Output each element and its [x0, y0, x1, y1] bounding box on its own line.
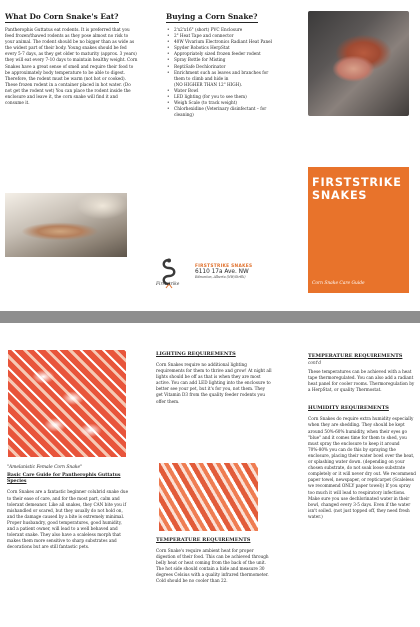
- column-intro: [5, 323, 135, 627]
- temperature-continued-body: These temperatures can be achieved with a heat tape thermoregulated. You can also add a radiant heat panel for cooler rooms. Thermoregulation by a HerpStat, or quality Thermostat.: [308, 369, 415, 393]
- brochure-page-inside: [0, 323, 420, 627]
- brochure-page-outside: [0, 0, 420, 311]
- lighting-body: Corn Snakes require no additional lighting requirements for them to thrive and grow! At night all lights should be off as that is when they are most active. You can add LED lighting into the enclosure to better see your pet, but it's for you, not them. They get Vitamin D3 from the quality feeder rodents you offer them.: [156, 362, 272, 404]
- snake-in-hand-photo: [308, 11, 409, 116]
- amelanistic-corn-snake-photo: [8, 350, 126, 457]
- continued-label: cont'd: [308, 360, 322, 365]
- supply-list-item: • 2'x2'x16" (short) PVC Enclosure: [167, 27, 243, 32]
- supply-list-item: • Enrichment such as leaves and branches for them to climb and hide in: [167, 69, 269, 81]
- lighting-heading: LIGHTING REQUIREMENTS: [156, 351, 236, 357]
- basic-care-body: Corn Snakes are a fantastic beginner colubrid snake due to their ease of care, and for the most part, calm and tolerant demeanor. Like all snakes, they CAN bite you if mishandled or scared, but they usually do not hold on, and the damage caused by a bite is extremely minimal. Proper husbandry, good temperatures, good humidity, and a patient owner, will lead to a well behaved and tolerant snake. They also have a scaleless morph that makes them more sensitive to sharp substrates and decorations but are still fantastic pets.: [7, 489, 129, 550]
- temperature-heading: TEMPERATURE REQUIREMENTS: [156, 537, 251, 543]
- buying-heading: Buying a Corn Snake?: [166, 12, 258, 21]
- cover-subtitle: Corn Snake Care Guide: [312, 281, 365, 286]
- supply-list-item: • Chlorhexidine (Veterinary disinfectant – for cleaning): [167, 106, 267, 118]
- business-city: Edmonton, Alberta (NW/Strtlk): [195, 275, 246, 279]
- basic-care-heading: Basic Care Guide for Pantherophis Guttatus Species: [7, 473, 121, 485]
- column-temp-humidity: [308, 323, 416, 627]
- supply-list-item: (NO HIGHER THAN 12" HIGH).: [174, 81, 243, 87]
- supply-list-item: • LED lighting (for you to see them): [167, 94, 247, 100]
- business-name: FIRSTSTRIKE SNAKES: [195, 264, 253, 269]
- snow-corn-snake-photo: [159, 463, 258, 531]
- column-lighting-temp: [154, 323, 272, 627]
- column-cover: [280, 0, 420, 311]
- supply-list-item: • Appropriately sized frozen feeder rodent: [167, 51, 261, 57]
- supply-list-item: • Water Bowl: [167, 87, 199, 93]
- supply-list-item: • ReptiSafe Dechlorinator: [167, 63, 226, 69]
- humidity-body: Corn Snakes do require extra humidity especially when they are shedding. They should be kept around 50%-60% humidity, when their eyes go "blue" and it comes time for them to shed, you must spray the enclosure to keep it around 70%-80% you can do this by spraying the enclosure, placing their water bowl over the heat, or splashing water down. (depending on your chosen substrate, do not soak loose substrate completely or it will never dry out. We recommend paper towel, newspaper, or repticarpet (Scaleless we recommend ONLY paper towel)) If you spray too much it will lead to respiratory infections. Make sure you use dechlorinated water in their bowl, changed every 3-5 days. Even if the water isn't soiled. (not just topped off, they need fresh water.): [308, 416, 416, 519]
- supply-list: [144, 27, 274, 118]
- feeding-body: Pantherophis Guttatus eat rodents. It is preferred that you feed frozen/thawed rodents as they pose almost no risk to your animal. The rodent should be no bigger than as wide as the widest part of their body. Young snakes should be fed every 5-7 days, as they get older to maturity (approx. 3 years) they will eat every 7-10 days to maintain healthy weight. Corn Snakes have a great sense of smell and require their food to be approximately body temperature to be able to digest. Therefore, the rodent must be warm (not hot or cooked). These frozen rodent in a container placed in hot water. (Do not get the rodent wet) You can place the rodent inside the enclosure and leave it, the corn snake will find it and consume it.: [5, 27, 138, 106]
- logo-wordmark: Firststrike: [156, 282, 180, 287]
- column-feeding: [5, 0, 138, 311]
- column-buying: [144, 0, 274, 311]
- photo-caption: "Amelanistic Female Corn Snake": [7, 465, 83, 470]
- supply-list-item: • Spyder Robotics HerpStat: [167, 45, 230, 51]
- cover-title-line-2: SNAKES: [312, 189, 368, 202]
- cover-title-line-1: FIRSTSTRIKE: [312, 176, 402, 189]
- humidity-heading: HUMIDITY REQUIREMENTS: [308, 405, 389, 412]
- temperature-body: Corn Snake's require ambient heat for proper digestion of their food. This can be achieved through belly heat or heat coming from the back of the unit. The hot side should contain a hide and measure 30 degrees Celsius with a quality infrared thermometer. Cold should be no cooler than 22.: [156, 548, 269, 584]
- feeding-heading: What Do Corn Snake's Eat?: [5, 12, 119, 21]
- snake-on-branch-photo: [5, 193, 127, 257]
- business-address: 6110 17a Ave. NW: [195, 269, 249, 275]
- supply-list-item: • Spray Bottle for Misting: [167, 57, 226, 63]
- temperature-continued-heading: TEMPERATURE REQUIREMENTS: [308, 353, 403, 359]
- supply-list-item: • 40W Vivarium Electronics Radiant Heat Panel: [167, 39, 272, 45]
- supply-list-item: • Weigh Scale (to track weight): [167, 100, 238, 106]
- business-contact-block: [156, 258, 271, 298]
- supply-list-item: • 2" Heat Tape and connector: [167, 33, 234, 39]
